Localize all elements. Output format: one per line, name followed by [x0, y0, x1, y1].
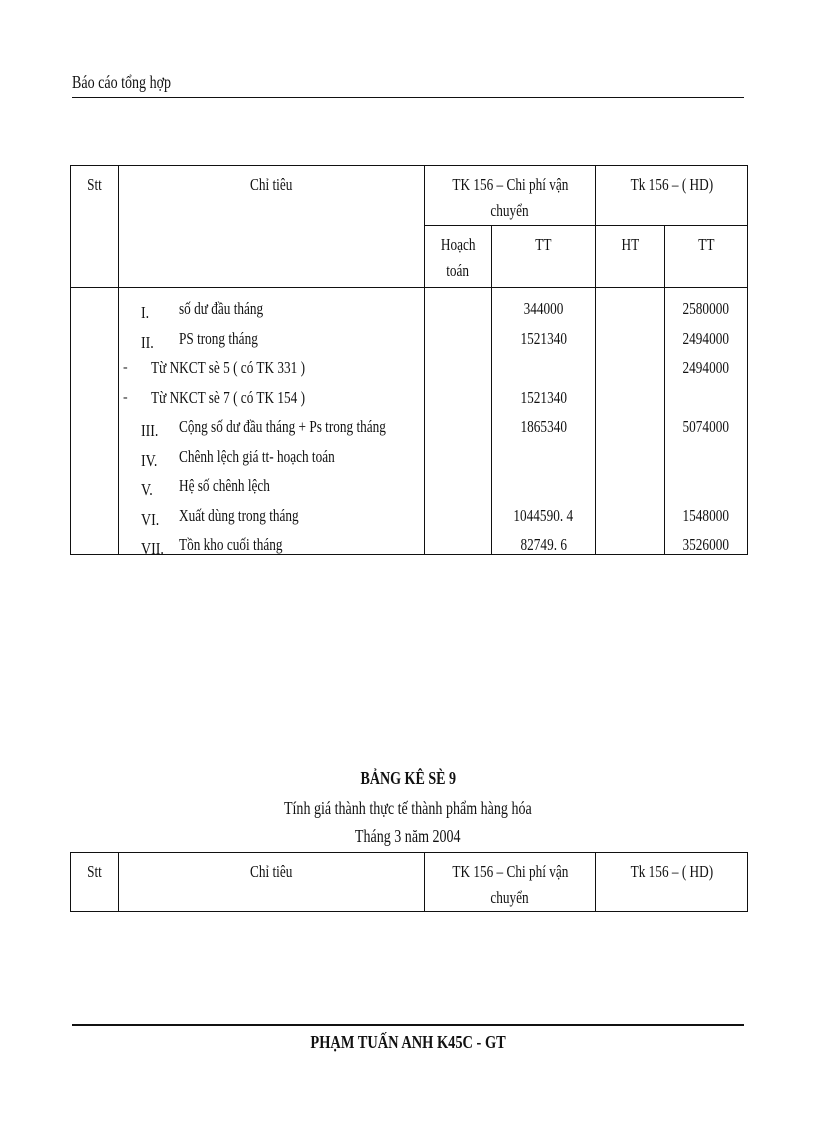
row-numeral: IV. — [141, 450, 158, 470]
footer-author: PHẠM TUẤN ANH K45C - GT — [310, 1032, 506, 1052]
body-ht2-column — [596, 288, 665, 555]
tt2-value: 2580000 — [682, 299, 730, 318]
table-row — [119, 471, 424, 501]
table-row — [119, 501, 424, 531]
row-label: Hệ số chênh lệch — [179, 476, 270, 495]
header-rule — [72, 97, 744, 98]
table-row — [119, 294, 424, 324]
tt2-value — [665, 383, 747, 413]
body-tt1-column — [492, 288, 596, 555]
row-label: số dư đầu tháng — [179, 299, 264, 318]
header-tk156-line2: chuyển — [490, 201, 530, 220]
row-label: Tồn kho cuối tháng — [179, 535, 283, 554]
row-numeral: VI. — [141, 509, 160, 529]
header-tt-1: TT — [492, 226, 596, 288]
table-row — [119, 353, 424, 383]
table-row — [119, 324, 424, 354]
tt1-value: 344000 — [523, 299, 564, 318]
tt1-value: 1865340 — [520, 417, 567, 436]
tt1-value — [492, 442, 595, 472]
tt1-value: 1521340 — [520, 387, 567, 407]
tt2-value — [665, 471, 747, 501]
row-label: Chênh lệch giá tt- hoạch toán — [179, 446, 335, 466]
header-tk156-hd: Tk 156 – ( HD) — [596, 853, 748, 912]
table-row — [119, 383, 424, 413]
row-numeral: VII. — [141, 539, 164, 558]
body-tt2-column — [665, 288, 748, 555]
header-tk156-line1: TK 156 – Chi phí vận — [451, 175, 569, 194]
row-label: Cộng số dư đầu tháng + Ps trong tháng — [179, 417, 386, 436]
row-numeral: I. — [141, 303, 150, 322]
header-tk156-hd: Tk 156 – ( HD) — [596, 166, 748, 226]
tt1-value — [492, 471, 595, 501]
tt2-value: 1548000 — [682, 505, 730, 525]
tt2-value: 5074000 — [682, 417, 730, 436]
tt2-value: 2494000 — [682, 328, 730, 348]
row-numeral: III. — [141, 421, 159, 440]
row-label: PS trong tháng — [179, 328, 258, 348]
row-label: Từ NKCT sè 5 ( có TK 331 ) — [151, 358, 306, 377]
tt2-value — [665, 442, 747, 472]
body-hoach-toan-column — [425, 288, 492, 555]
footer-rule — [72, 1024, 744, 1026]
header-chi-tieu: Chỉ tiêu — [119, 166, 425, 288]
row-numeral: V. — [141, 480, 153, 499]
header-chi-tieu: Chỉ tiêu — [119, 853, 425, 912]
table-bang-ke-9 — [70, 852, 748, 912]
header-tk156-van-chuyen — [425, 166, 596, 226]
row-label: Xuất dùng trong tháng — [179, 505, 299, 525]
tt2-value: 3526000 — [682, 535, 730, 554]
row-bullet: - — [123, 360, 128, 375]
section2-title: BẢNG KÊ SÈ 9 — [360, 768, 456, 788]
tt1-value: 1044590. 4 — [513, 505, 574, 525]
section2-period: Tháng 3 năm 2004 — [355, 826, 461, 846]
row-bullet: - — [123, 389, 128, 405]
table-row — [119, 412, 424, 442]
table-row — [119, 442, 424, 472]
header-stt: Stt — [71, 853, 119, 912]
tt1-value — [492, 353, 595, 383]
section2-subtitle: Tính giá thành thực tế thành phẩm hàng hóa — [284, 798, 532, 818]
table-ledger-156 — [70, 165, 748, 558]
header-tt-2: TT — [665, 226, 748, 288]
body-stt-column — [71, 288, 119, 555]
row-label: Từ NKCT sè 7 ( có TK 154 ) — [151, 387, 306, 407]
body-chi-tieu-column — [119, 288, 425, 558]
header-hoach-toan: Hoạch toán — [425, 226, 492, 288]
tt1-value: 1521340 — [520, 328, 567, 348]
tt2-value: 2494000 — [682, 358, 730, 377]
header-ht-2: HT — [596, 226, 665, 288]
table-row — [119, 530, 424, 560]
tt1-value: 82749. 6 — [520, 535, 567, 554]
header-tk156-van-chuyen: TK 156 – Chi phí vận chuyển — [425, 853, 596, 912]
header-stt: Stt — [71, 166, 119, 288]
header-title: Báo cáo tổng hợp — [72, 72, 172, 92]
row-numeral: II. — [141, 332, 154, 352]
